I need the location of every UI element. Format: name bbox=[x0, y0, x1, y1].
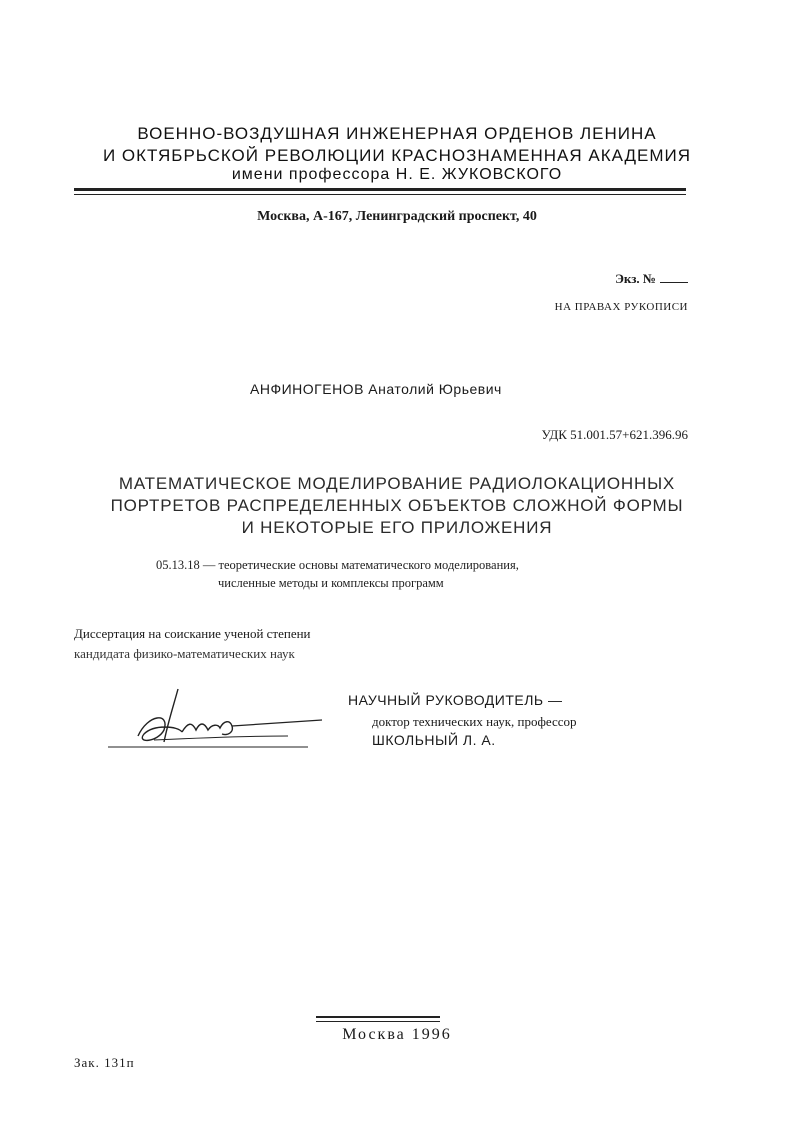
city-year: Москва 1996 bbox=[342, 1026, 452, 1043]
signature-image bbox=[108, 684, 334, 754]
academy-name-line-1: ВОЕННО-ВОЗДУШНАЯ ИНЖЕНЕРНАЯ ОРДЕНОВ ЛЕНИНА bbox=[137, 124, 657, 143]
copy-number bbox=[615, 271, 688, 287]
copy-number-blank bbox=[660, 282, 688, 283]
footer-rule-thick bbox=[316, 1016, 440, 1018]
author-name: АНФИНОГЕНОВ Анатолий Юрьевич bbox=[250, 381, 502, 397]
manuscript-rights: НА ПРАВАХ РУКОПИСИ bbox=[554, 301, 688, 313]
supervisor-heading: НАУЧНЫЙ РУКОВОДИТЕЛЬ — bbox=[348, 692, 563, 708]
academy-name-line-2: И ОКТЯБРЬСКОЙ РЕВОЛЮЦИИ КРАСНОЗНАМЕННАЯ АКАДЕМИЯ bbox=[102, 146, 692, 165]
order-number: Зак. 131п bbox=[74, 1055, 135, 1070]
header-rule-thick bbox=[74, 188, 686, 191]
dissertation-line-2: кандидата физико-математических наук bbox=[74, 646, 295, 661]
academy-name-line-3: имени профессора Н. Е. ЖУКОВСКОГО bbox=[231, 166, 563, 183]
title-line-2: ПОРТРЕТОВ РАСПРЕДЕЛЕННЫХ ОБЪЕКТОВ СЛОЖНОЙ ФОРМЫ bbox=[110, 496, 684, 515]
specialty-line-2: численные методы и комплексы программ bbox=[218, 576, 444, 590]
copy-number-label: Экз. № bbox=[615, 271, 656, 286]
academy-address: Москва, А-167, Ленинградский проспект, 40 bbox=[257, 209, 537, 224]
supervisor-degree: доктор технических наук, профессор bbox=[372, 714, 577, 729]
header-rule-thin bbox=[74, 194, 686, 195]
specialty-line-1: 05.13.18 — теоретические основы математического моделирования, bbox=[156, 558, 519, 572]
title-line-1: МАТЕМАТИЧЕСКОЕ МОДЕЛИРОВАНИЕ РАДИОЛОКАЦИОННЫХ bbox=[118, 474, 676, 493]
udk-code: УДК 51.001.57+621.396.96 bbox=[541, 427, 688, 442]
supervisor-name: ШКОЛЬНЫЙ Л. А. bbox=[372, 732, 496, 748]
footer-rule-thin bbox=[316, 1021, 440, 1022]
dissertation-line-1: Диссертация на соискание ученой степени bbox=[74, 626, 311, 641]
title-line-3: И НЕКОТОРЫЕ ЕГО ПРИЛОЖЕНИЯ bbox=[241, 518, 553, 537]
